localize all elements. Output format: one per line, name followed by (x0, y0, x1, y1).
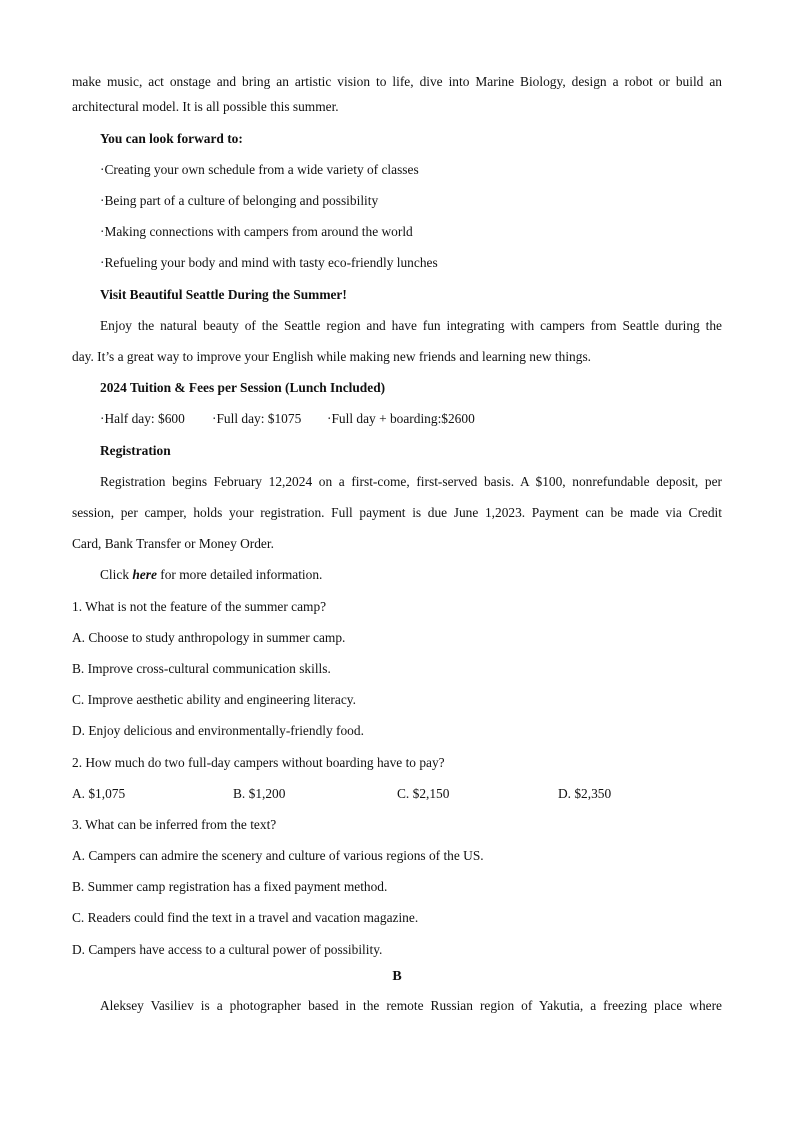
question-1-option-a[interactable]: A. Choose to study anthropology in summer camp. (72, 630, 346, 645)
section-b-line-1: Aleksey Vasiliev is a photographer based in the remote Russian region of Yakutia, a freezing place where (100, 998, 722, 1013)
look-forward-item: ·Refueling your body and mind with tasty eco-friendly lunches (100, 255, 438, 270)
intro-line-1: make music, act onstage and bring an artistic vision to life, dive into Marine Biology, design a robot or build an (72, 74, 722, 89)
registration-heading: Registration (100, 443, 171, 458)
tuition-boarding: ·Full day + boarding:$2600 (327, 411, 475, 426)
question-3-option-a[interactable]: A. Campers can admire the scenery and culture of various regions of the US. (72, 848, 484, 863)
click-suffix: for more detailed information. (156, 567, 323, 582)
question-3-option-b[interactable]: B. Summer camp registration has a fixed payment method. (72, 879, 388, 894)
seattle-heading: Visit Beautiful Seattle During the Summer! (100, 287, 347, 302)
more-info-line (100, 565, 322, 585)
question-3-option-c[interactable]: C. Readers could find the text in a travel and vacation magazine. (72, 910, 419, 925)
click-prefix: Click (100, 567, 133, 582)
question-2-stem: 2. How much do two full-day campers without boarding have to pay? (72, 755, 445, 770)
question-3-stem: 3. What can be inferred from the text? (72, 817, 277, 832)
tuition-full-day: ·Full day: $1075 (212, 411, 302, 426)
look-forward-item: ·Creating your own schedule from a wide variety of classes (100, 162, 419, 177)
question-2-option-b[interactable]: B. $1,200 (233, 786, 286, 801)
look-forward-item: ·Making connections with campers from around the world (100, 224, 413, 239)
question-3-option-d[interactable]: D. Campers have access to a cultural power of possibility. (72, 942, 383, 957)
section-b-title: B (392, 969, 402, 984)
tuition-half-day: ·Half day: $600 (100, 411, 185, 426)
tuition-heading: 2024 Tuition & Fees per Session (Lunch Included) (100, 380, 386, 395)
question-1-option-b[interactable]: B. Improve cross-cultural communication skills. (72, 661, 331, 676)
seattle-line-2: day. It’s a great way to improve your English while making new friends and learning new things. (72, 349, 592, 364)
registration-line-2: session, per camper, holds your registration. Full payment is due June 1,2023. Payment can be made via Credit (72, 505, 722, 520)
question-2-option-d[interactable]: D. $2,350 (558, 786, 612, 801)
question-1-option-c[interactable]: C. Improve aesthetic ability and engineering literacy. (72, 692, 356, 707)
question-2-option-c[interactable]: C. $2,150 (397, 786, 450, 801)
look-forward-item: ·Being part of a culture of belonging and possibility (100, 193, 379, 208)
intro-line-2: architectural model. It is all possible this summer. (72, 99, 339, 114)
registration-line-3: Card, Bank Transfer or Money Order. (72, 536, 274, 551)
seattle-line-1: Enjoy the natural beauty of the Seattle region and have fun integrating with campers from Seattle during the (100, 318, 722, 333)
registration-line-1: Registration begins February 12,2024 on a first-come, first-served basis. A $100, nonrefundable deposit, per (100, 474, 722, 489)
here-link[interactable]: here (132, 567, 157, 582)
question-1-option-d[interactable]: D. Enjoy delicious and environmentally-friendly food. (72, 723, 364, 738)
question-2-option-a[interactable]: A. $1,075 (72, 786, 126, 801)
question-1-stem: 1. What is not the feature of the summer camp? (72, 599, 327, 614)
look-forward-heading: You can look forward to: (100, 131, 243, 146)
